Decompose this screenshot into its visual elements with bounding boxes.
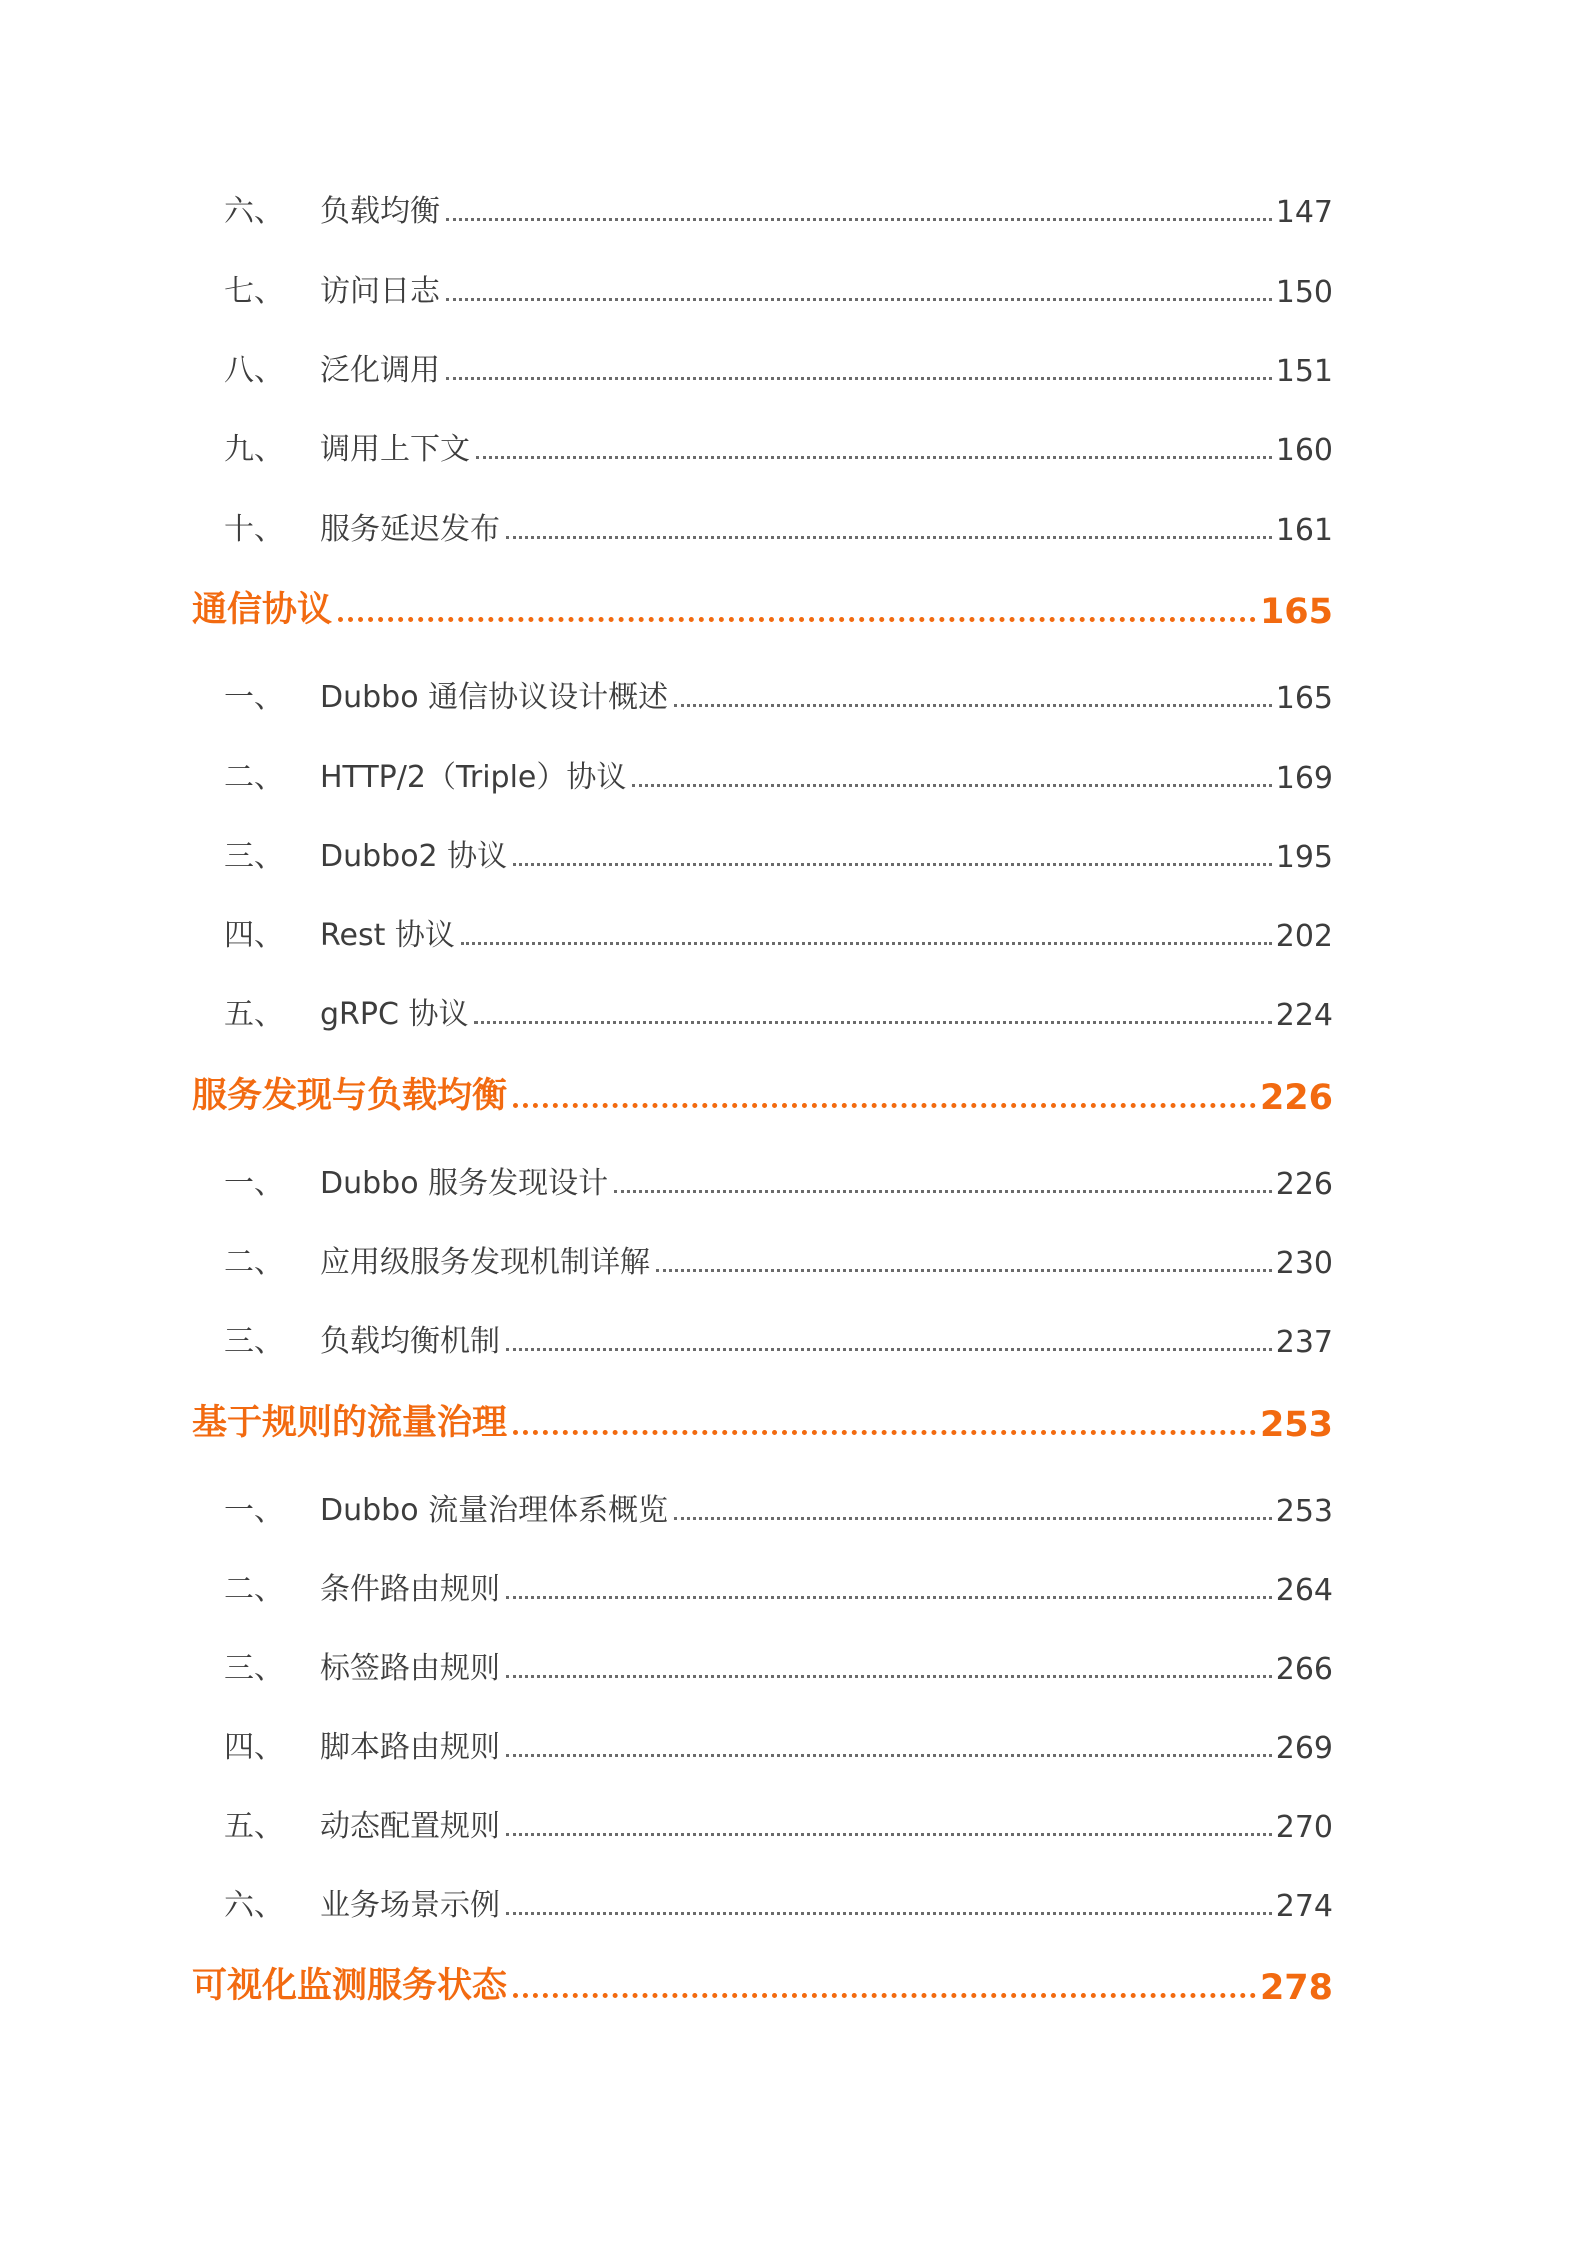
- dot-leader: [476, 456, 1272, 459]
- toc-entry-number: 六、: [224, 1888, 284, 1923]
- toc-entry-title: 脚本路由规则: [320, 1730, 500, 1765]
- toc-page-number: 226: [1275, 1167, 1333, 1202]
- toc-page-number: 274: [1275, 1889, 1333, 1924]
- toc-entry-title: gRPC 协议: [320, 997, 469, 1032]
- toc-entry[interactable]: [224, 1316, 1333, 1360]
- toc-entry-title: 负载均衡: [320, 194, 440, 229]
- toc-entry-title: 负载均衡机制: [320, 1324, 500, 1359]
- toc-entry-title: 业务场景示例: [320, 1888, 500, 1923]
- toc-entry-title: 条件路由规则: [320, 1572, 500, 1607]
- toc-entry-number: 八、: [224, 353, 284, 388]
- dot-leader: [513, 1993, 1256, 1998]
- toc-page-number: 226: [1259, 1078, 1333, 1118]
- toc-page-number: 264: [1275, 1573, 1333, 1608]
- toc-entry[interactable]: [224, 266, 1333, 310]
- dot-leader: [506, 1675, 1272, 1678]
- dot-leader: [446, 218, 1272, 221]
- toc-page-number: 278: [1259, 1968, 1333, 2008]
- toc-entry-number: 一、: [224, 1166, 284, 1201]
- toc-section-title: 服务发现与负载均衡: [192, 1076, 508, 1116]
- toc-page-number: 195: [1275, 840, 1333, 875]
- toc-entry-number: 二、: [224, 1572, 284, 1607]
- toc-entry-number: 一、: [224, 1493, 284, 1528]
- toc-entry-number: 四、: [224, 918, 284, 953]
- toc-section[interactable]: [192, 1958, 1333, 2008]
- toc-entry[interactable]: [224, 424, 1333, 468]
- toc-entry[interactable]: [224, 1801, 1333, 1845]
- toc-section-title: 通信协议: [192, 590, 333, 630]
- toc-entry[interactable]: [224, 1158, 1333, 1202]
- dot-leader: [614, 1190, 1272, 1193]
- dot-leader: [506, 1596, 1272, 1599]
- toc-page-number: 165: [1275, 681, 1333, 716]
- toc-entry-number: 四、: [224, 1730, 284, 1765]
- toc-entry-number: 三、: [224, 839, 284, 874]
- toc-entry[interactable]: [224, 752, 1333, 796]
- toc-entry[interactable]: [224, 1564, 1333, 1608]
- toc-page-number: 270: [1275, 1810, 1333, 1845]
- toc-entry-number: 三、: [224, 1651, 284, 1686]
- toc-section[interactable]: [192, 1068, 1333, 1118]
- toc-entry-title: 应用级服务发现机制详解: [320, 1245, 650, 1280]
- toc-entry[interactable]: [224, 1237, 1333, 1281]
- toc-entry-title: Rest 协议: [320, 918, 455, 953]
- toc-entry[interactable]: [224, 504, 1333, 548]
- toc-entry-title: 标签路由规则: [320, 1651, 500, 1686]
- toc-entry-number: 五、: [224, 1809, 284, 1844]
- toc-entry[interactable]: [224, 186, 1333, 230]
- toc-page-number: 266: [1275, 1652, 1333, 1687]
- toc-page-number: 151: [1275, 354, 1333, 389]
- toc-page-number: 237: [1275, 1325, 1333, 1360]
- toc-section-title: 基于规则的流量治理: [192, 1403, 508, 1443]
- toc-entry-title: 服务延迟发布: [320, 512, 500, 547]
- toc-entry[interactable]: [224, 1643, 1333, 1687]
- dot-leader: [632, 784, 1271, 787]
- dot-leader: [506, 1754, 1272, 1757]
- dot-leader: [674, 704, 1272, 707]
- toc-entry-title: HTTP/2（Triple）协议: [320, 760, 627, 795]
- toc-entry-title: 动态配置规则: [320, 1809, 500, 1844]
- toc-entry-number: 三、: [224, 1324, 284, 1359]
- toc-entry[interactable]: [224, 989, 1333, 1033]
- dot-leader: [474, 1021, 1271, 1024]
- dot-leader: [513, 1430, 1256, 1435]
- dot-leader: [506, 536, 1272, 539]
- toc-section[interactable]: [192, 1395, 1333, 1445]
- toc-entry-number: 十、: [224, 512, 284, 547]
- dot-leader: [656, 1269, 1272, 1272]
- toc-entry-title: Dubbo 通信协议设计概述: [320, 680, 669, 715]
- toc-entry-number: 一、: [224, 680, 284, 715]
- toc-page-number: 150: [1275, 275, 1333, 310]
- dot-leader: [446, 298, 1272, 301]
- dot-leader: [461, 942, 1272, 945]
- dot-leader: [506, 1912, 1272, 1915]
- toc-entry[interactable]: [224, 1722, 1333, 1766]
- dot-leader: [513, 1103, 1256, 1108]
- toc-section-title: 可视化监测服务状态: [192, 1966, 508, 2006]
- toc-entry[interactable]: [224, 672, 1333, 716]
- toc-entry[interactable]: [224, 1880, 1333, 1924]
- toc-entry-number: 五、: [224, 997, 284, 1032]
- dot-leader: [506, 1833, 1272, 1836]
- toc-page-number: 147: [1275, 195, 1333, 230]
- toc-entry-number: 六、: [224, 194, 284, 229]
- toc-page-number: 253: [1259, 1405, 1333, 1445]
- dot-leader: [506, 1348, 1272, 1351]
- toc-entry-title: 访问日志: [320, 274, 440, 309]
- toc-entry-title: Dubbo2 协议: [320, 839, 508, 874]
- toc-page-number: 165: [1259, 592, 1333, 632]
- toc-entry-title: Dubbo 服务发现设计: [320, 1166, 609, 1201]
- toc-page-number: 230: [1275, 1246, 1333, 1281]
- toc-section[interactable]: [192, 582, 1333, 632]
- toc-page-number: 202: [1275, 919, 1333, 954]
- toc-page-number: 224: [1275, 998, 1333, 1033]
- dot-leader: [513, 863, 1272, 866]
- toc-entry-number: 二、: [224, 760, 284, 795]
- toc-page-number: 169: [1275, 761, 1333, 796]
- dot-leader: [338, 617, 1256, 622]
- toc-entry-title: 泛化调用: [320, 353, 440, 388]
- toc-entry-number: 九、: [224, 432, 284, 467]
- toc-page-number: 160: [1275, 433, 1333, 468]
- toc-entry[interactable]: [224, 910, 1333, 954]
- toc-entry-title: Dubbo 流量治理体系概览: [320, 1493, 669, 1528]
- toc-page-number: 161: [1275, 513, 1333, 548]
- toc-entry[interactable]: [224, 831, 1333, 875]
- toc-page-number: 269: [1275, 1731, 1333, 1766]
- toc-entry-number: 二、: [224, 1245, 284, 1280]
- dot-leader: [446, 377, 1272, 380]
- toc-entry[interactable]: [224, 345, 1333, 389]
- toc-entry-title: 调用上下文: [320, 432, 470, 467]
- dot-leader: [674, 1517, 1272, 1520]
- toc-entry[interactable]: [224, 1485, 1333, 1529]
- toc-entry-number: 七、: [224, 274, 284, 309]
- toc-page-number: 253: [1275, 1494, 1333, 1529]
